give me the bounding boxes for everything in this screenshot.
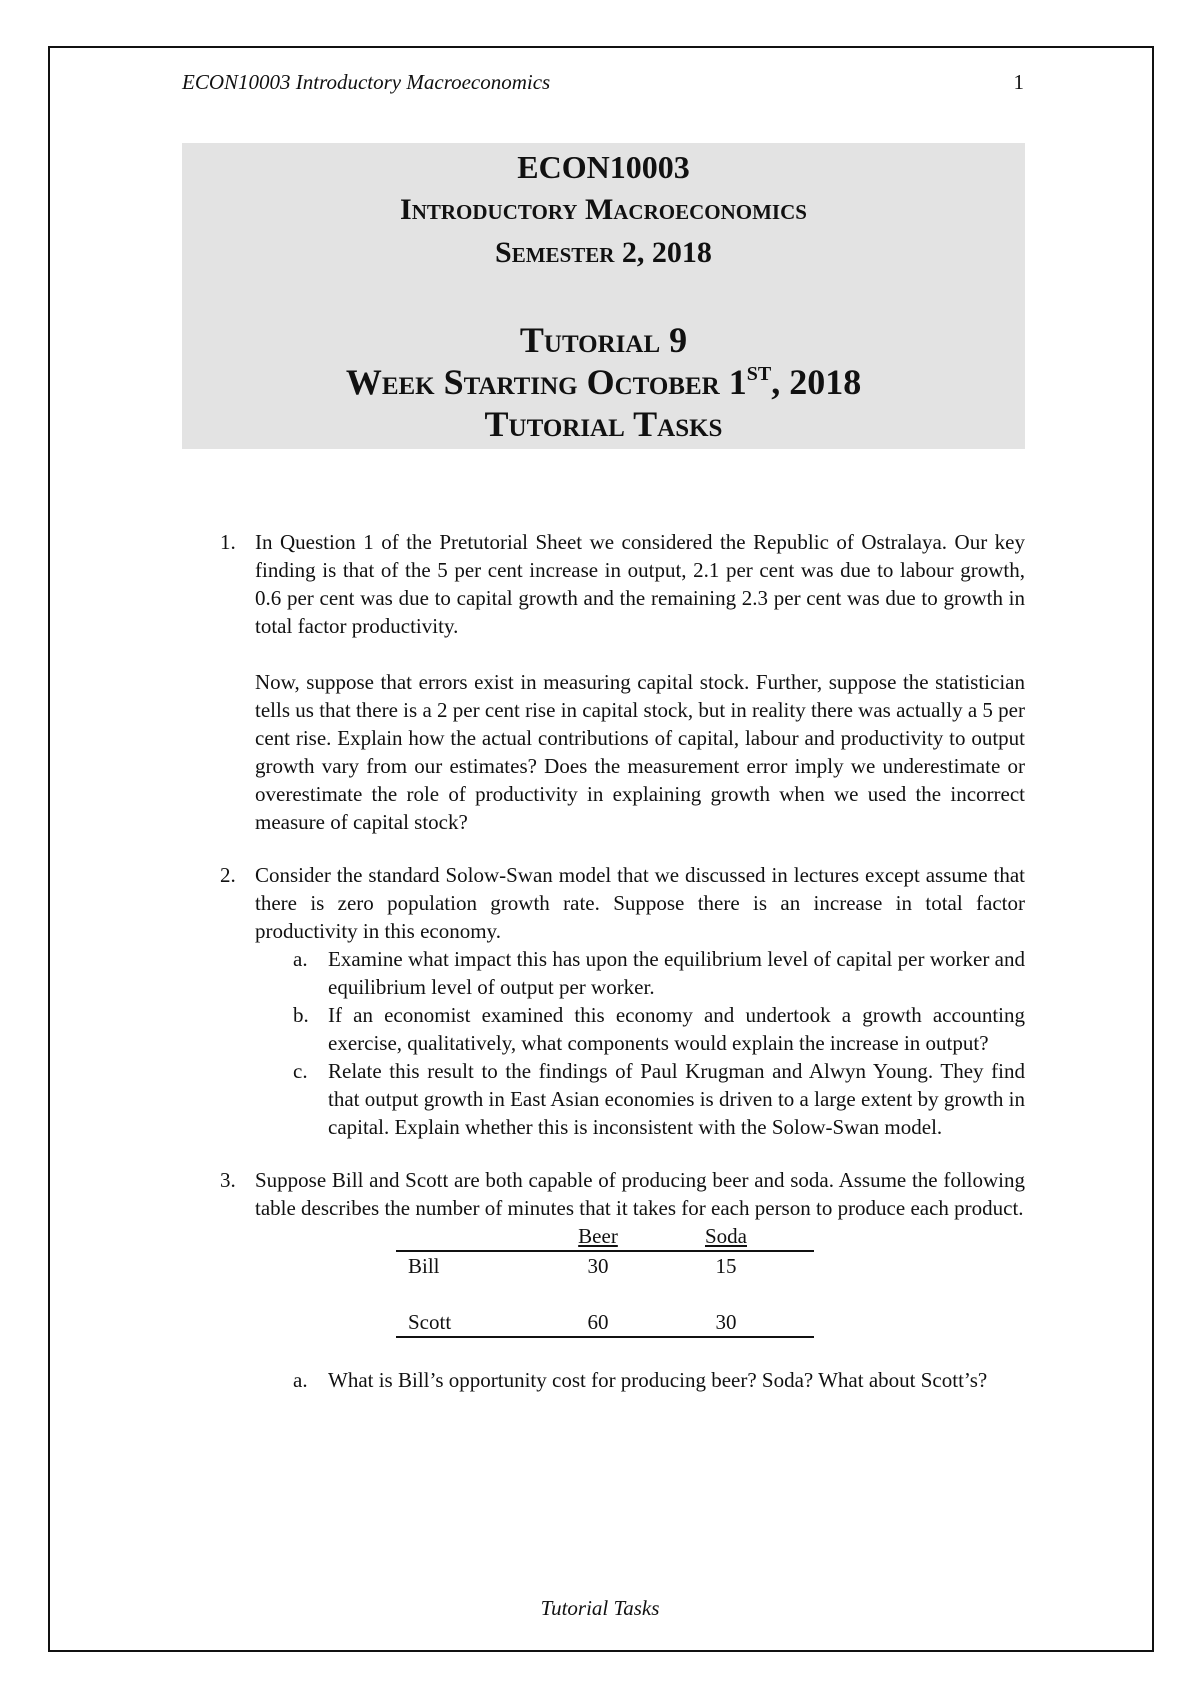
question-paragraph: In Question 1 of the Pretutorial Sheet we considered the Republic of Ostralaya. Our key finding is that of the 5 per cent increase in output, 2.1 per cent was due to labour growth, 0.6 per cent was due to capital growth and the remaining 2.3 per cent was due to growth in total factor productivity. [255, 530, 1025, 638]
question-number: 2. [220, 863, 236, 887]
question-number: 3. [220, 1168, 236, 1192]
sub-question-text: If an economist examined this economy and undertook a growth accounting exercise, qualitatively, what components would explain the increase in output? [328, 1003, 1025, 1055]
tutorial-number: Tutorial 9 [519, 320, 688, 360]
sub-question [255, 945, 1025, 1001]
question-intro: Consider the standard Solow-Swan model that we discussed in lectures except assume that there is zero population growth rate. Suppose there is an increase in total factor productivity in this economy. [255, 863, 1025, 943]
sub-question-text: Relate this result to the findings of Paul Krugman and Alwyn Young. They find that output growth in East Asian economies is driven to a large extent by growth in capital. Explain whether this is inconsistent with the Solow-Swan model. [328, 1059, 1025, 1139]
question-paragraph: Now, suppose that errors exist in measuring capital stock. Further, suppose the statistician tells us that there is a 2 per cent rise in capital stock, but in reality there was actually a 5 per cent rise. Explain how the actual contributions of capital, labour and productivity to output growth vary from our estimates? Does the measurement error imply we underestimate or overestimate the role of productivity in explaining growth when we used the incorrect measure of capital stock? [255, 670, 1025, 834]
minutes-table [396, 1222, 814, 1338]
table-spacer [396, 1280, 814, 1308]
row-label: Bill [408, 1254, 440, 1278]
table-cell: 60 [587, 1310, 609, 1334]
sub-question-label: a. [293, 1368, 308, 1392]
table-cell: 30 [715, 1310, 737, 1334]
question-2 [182, 861, 1025, 1141]
week-superscript: ST [746, 363, 772, 385]
sub-question [255, 1001, 1025, 1057]
sub-question [255, 1366, 1025, 1394]
title-block [182, 143, 1025, 449]
column-header-soda: Soda [705, 1224, 747, 1248]
table-cell: 30 [587, 1254, 609, 1278]
week-starting [182, 361, 1025, 403]
sub-question-label: a. [293, 947, 308, 971]
sub-question-text: Examine what impact this has upon the equilibrium level of capital per worker and equilibrium level of output per worker. [328, 947, 1025, 999]
week-prefix: Week Starting October 1 [345, 362, 747, 402]
course-code: ECON10003 [517, 149, 690, 185]
sub-question-list [255, 945, 1025, 1141]
sub-question [255, 1057, 1025, 1141]
table-row [396, 1252, 814, 1280]
header-course-title: ECON10003 Introductory Macroeconomics [182, 70, 551, 94]
sub-question-label: b. [293, 1003, 309, 1027]
running-header [182, 70, 1024, 100]
table-header-row [396, 1222, 814, 1252]
sub-question-text: What is Bill’s opportunity cost for producing beer? Soda? What about Scott’s? [328, 1368, 988, 1392]
week-suffix: , 2018 [771, 362, 862, 402]
course-name: Introductory Macroeconomics [400, 193, 807, 226]
table-cell: 15 [715, 1254, 737, 1278]
semester: Semester 2, 2018 [495, 236, 712, 269]
tasks-heading: Tutorial Tasks [484, 404, 723, 444]
table-row [396, 1308, 814, 1338]
row-label: Scott [408, 1310, 452, 1334]
column-header-beer: Beer [578, 1224, 618, 1248]
sub-question-list [255, 1366, 1025, 1394]
questions [182, 528, 1025, 1419]
question-number: 1. [220, 530, 236, 554]
question-3 [182, 1166, 1025, 1394]
question-1 [182, 528, 1025, 836]
page-footer: Tutorial Tasks [540, 1596, 660, 1620]
sub-question-label: c. [293, 1059, 308, 1083]
page-number: 1 [1013, 70, 1024, 94]
question-intro: Suppose Bill and Scott are both capable of producing beer and soda. Assume the following table describes the number of minutes that it takes for each person to produce each product. [255, 1168, 1025, 1220]
